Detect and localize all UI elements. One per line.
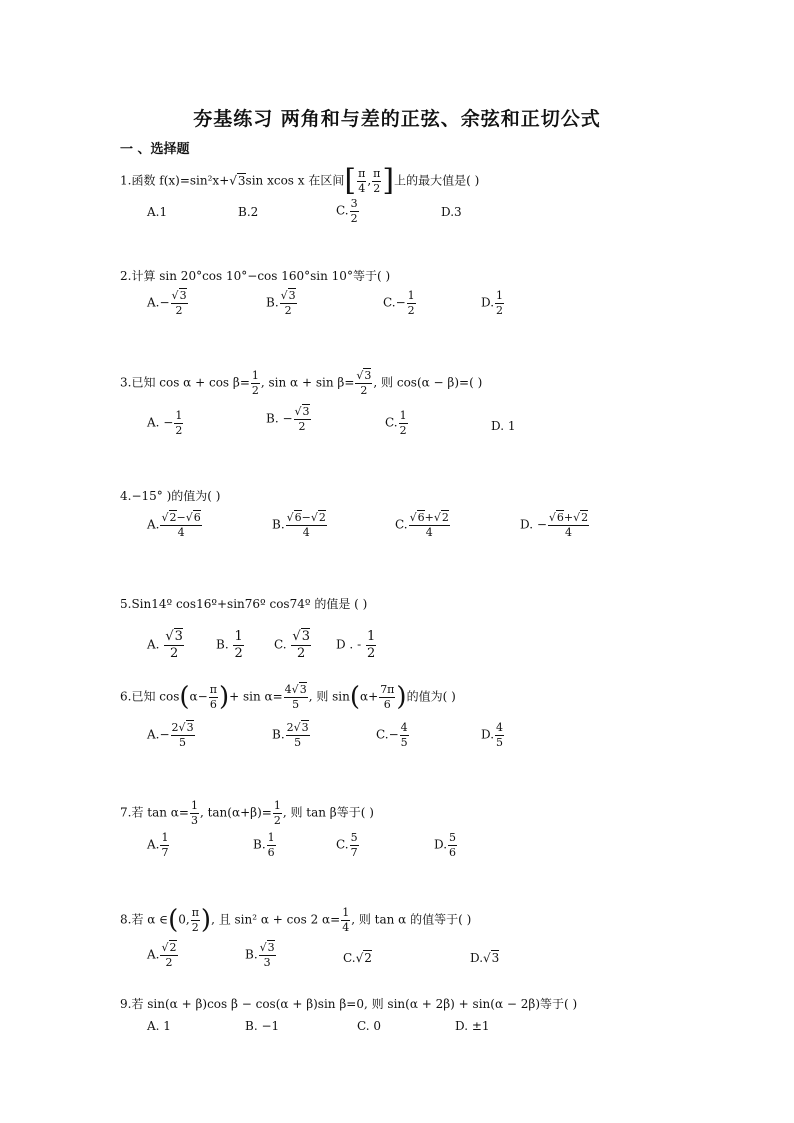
q5-option-d[interactable]: D . - $\frac{1}{2}$: [336, 629, 376, 661]
question-2: 2.计算 sin 20°cos 10°−cos 160°sin 10°等于( ): [120, 269, 391, 283]
question-1: 1.函数 f(x)=sin²x+√3sin xcos x 在区间[ $\frac{\pi}{4}$ , $\frac{\pi}{2}$ ]上的最大值是( ): [120, 163, 480, 198]
section-heading: 一 、选择题: [120, 142, 190, 157]
q7-option-d[interactable]: D. $\frac{5}{6}$: [434, 831, 457, 859]
q1-option-b[interactable]: B.2: [238, 205, 259, 219]
q8-option-b[interactable]: B. $\frac{√3}{3}$: [245, 941, 275, 969]
q5-option-a[interactable]: A. $\frac{√3}{2}$: [147, 629, 183, 661]
q3-option-d[interactable]: D. 1: [491, 419, 516, 433]
q5-option-c[interactable]: C. $\frac{√3}{2}$: [274, 629, 310, 661]
q6-option-c[interactable]: C.− $\frac{4}{5}$: [376, 721, 408, 749]
q6-option-b[interactable]: B. $\frac{2√3}{5}$: [272, 721, 309, 749]
question-8: 8.若 α ∈(0, $\frac{\pi}{2}$ ), 且 sin² α + cos 2 α= $\frac{1}{4}$ , 则 tan α 的值等于( ): [120, 905, 472, 936]
q9-option-c[interactable]: C. 0: [357, 1019, 382, 1033]
q2-option-a[interactable]: A.− $\frac{√3}{2}$: [147, 289, 187, 317]
q4-option-a[interactable]: A. $\frac{√2-√6}{4}$: [147, 511, 201, 539]
q5-option-b[interactable]: B. $\frac{1}{2}$: [216, 629, 243, 661]
question-5: 5.Sin14º cos16º+sin76º cos74º 的值是 ( ): [120, 597, 368, 611]
q9-option-b[interactable]: B. −1: [245, 1019, 280, 1033]
q2-option-c[interactable]: C.− $\frac{1}{2}$: [383, 289, 415, 317]
question-9: 9.若 sin(α + β)cos β − cos(α + β)sin β=0, 则 sin(α + 2β) + sin(α − 2β)等于( ): [120, 997, 578, 1011]
q3-option-a[interactable]: A. − $\frac{1}{2}$: [147, 409, 183, 437]
q6-option-a[interactable]: A.− $\frac{2√3}{5}$: [147, 721, 194, 749]
q2-option-d[interactable]: D. $\frac{1}{2}$: [481, 289, 504, 317]
q2-option-b[interactable]: B. $\frac{√3}{2}$: [266, 289, 296, 317]
q1-option-c[interactable]: C. $\frac{3}{2}$: [336, 197, 358, 225]
q8-option-d[interactable]: D.√3: [470, 951, 500, 965]
q7-option-b[interactable]: B. $\frac{1}{6}$: [253, 831, 275, 859]
q9-option-d[interactable]: D. ±1: [455, 1019, 490, 1033]
q4-option-d[interactable]: D. − $\frac{√6+√2}{4}$: [520, 511, 589, 539]
page-title: 夯基练习 两角和与差的正弦、余弦和正切公式: [193, 108, 601, 130]
q7-option-c[interactable]: C. $\frac{5}{7}$: [336, 831, 358, 859]
q9-option-a[interactable]: A. 1: [147, 1019, 171, 1033]
question-4: 4.−15° )的值为( ): [120, 489, 221, 503]
q1-option-d[interactable]: D.3: [441, 205, 462, 219]
q7-option-a[interactable]: A. $\frac{1}{7}$: [147, 831, 169, 859]
q4-option-c[interactable]: C. $\frac{√6+√2}{4}$: [395, 511, 449, 539]
q3-option-c[interactable]: C. $\frac{1}{2}$: [385, 409, 407, 437]
q8-option-c[interactable]: C.√2: [343, 951, 372, 965]
q3-option-b[interactable]: B. − $\frac{√3}{2}$: [266, 405, 310, 433]
question-7: 7.若 tan α= $\frac{1}{3}$ , tan(α+β)= $\frac{1}{2}$ , 则 tan β等于( ): [120, 799, 374, 827]
q4-option-b[interactable]: B. $\frac{√6-√2}{4}$: [272, 511, 326, 539]
q8-option-a[interactable]: A. $\frac{√2}{2}$: [147, 941, 177, 969]
question-3: 3.已知 cos α + cos β= $\frac{1}{2}$ , sin α + sin β= $\frac{√3}{2}$ , 则 cos(α − β)=( ): [120, 369, 483, 397]
q1-option-a[interactable]: A.1: [147, 205, 168, 219]
question-6: 6.已知 cos(α− $\frac{\pi}{6}$ )+ sin α= $\frac{4√3}{5}$ , 则 sin(α+ $\frac{7\pi}{6}$ )的值为( ): [120, 682, 456, 713]
q6-option-d[interactable]: D. $\frac{4}{5}$: [481, 721, 504, 749]
